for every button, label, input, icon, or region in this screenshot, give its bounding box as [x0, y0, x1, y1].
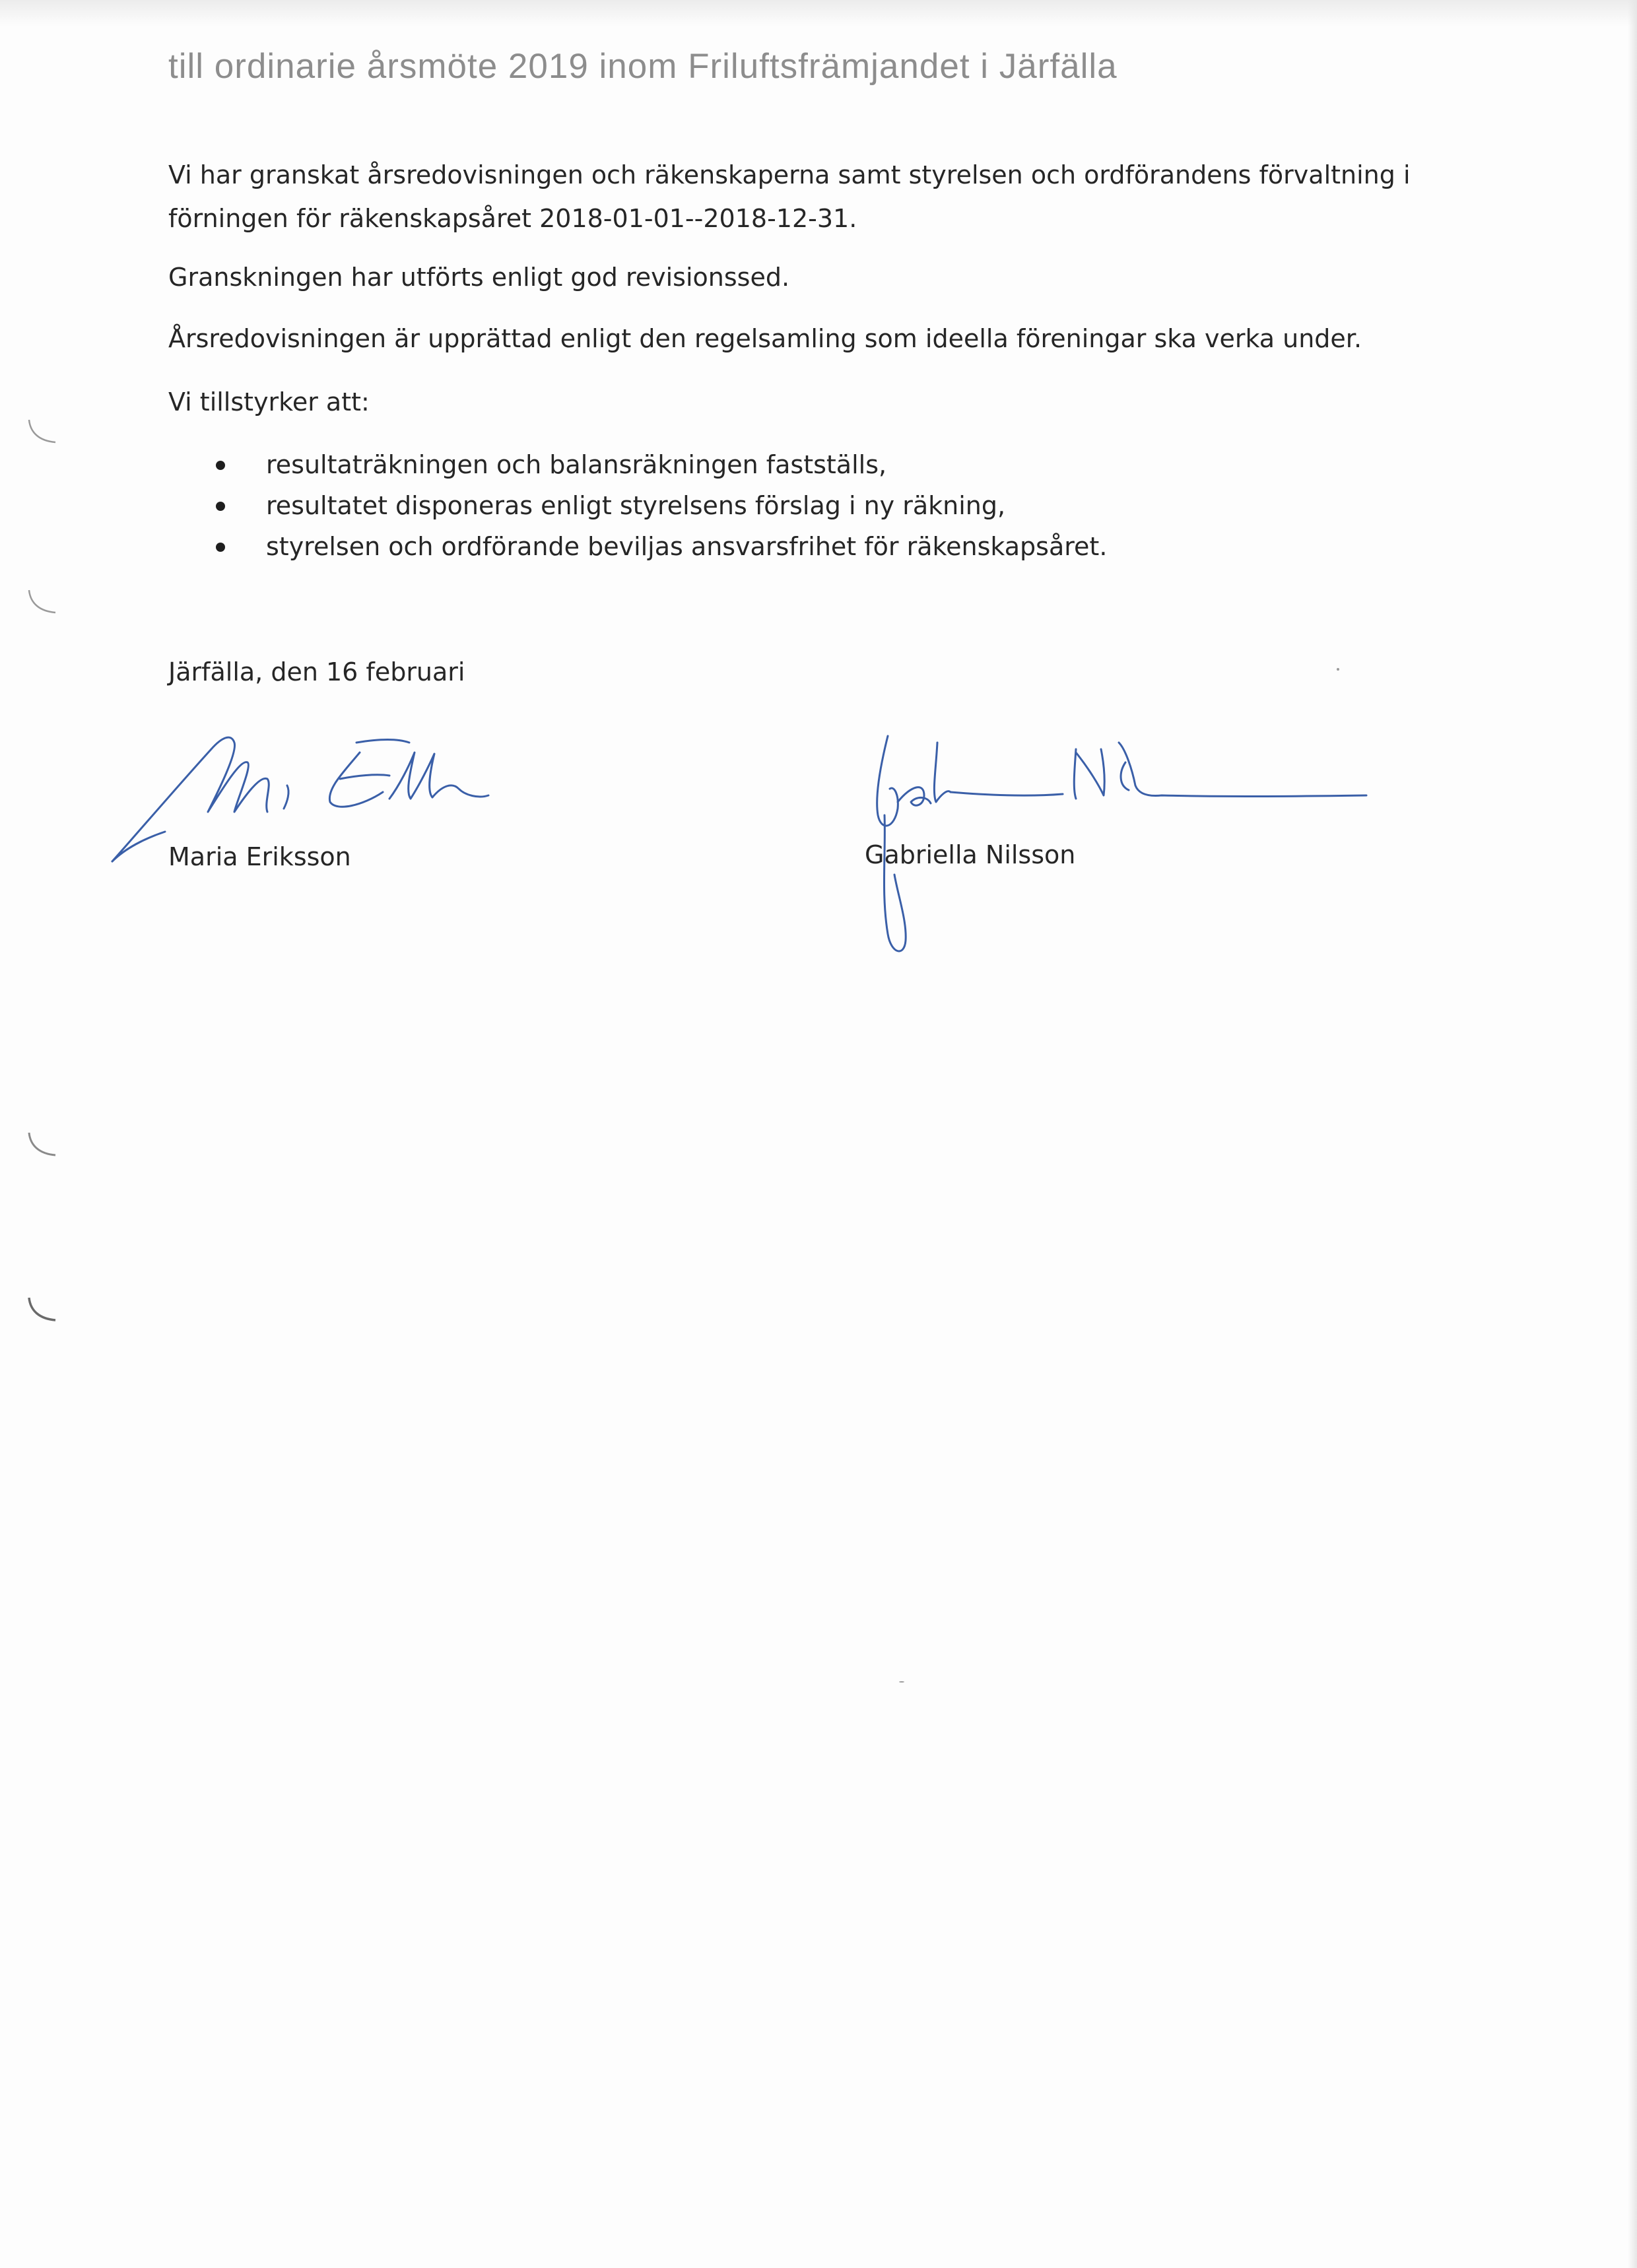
paragraph-audit-standard: Granskningen har utförts enligt god revisionssed.: [168, 263, 790, 292]
list-item-text: styrelsen och ordförande beviljas ansvarsfrihet för räkenskapsåret.: [266, 532, 1108, 561]
paragraph-review-scope-line-1: Vi har granskat årsredovisningen och räkenskaperna samt styrelsen och ordförandens förvaltning i: [168, 160, 1411, 189]
paragraph-review-scope: [168, 153, 1455, 240]
punch-hole-mark: [26, 417, 57, 448]
punch-hole-mark: [26, 1130, 57, 1160]
document-title: till ordinarie årsmöte 2019 inom Friluftsfrämjandet i Järfälla: [168, 47, 1118, 86]
bullet-icon: [216, 543, 225, 552]
list-item: [168, 526, 1107, 567]
place-and-date: Järfälla, den 16 februari: [168, 657, 465, 686]
bullet-icon: [216, 502, 225, 511]
punch-hole-mark: [26, 1295, 57, 1325]
list-item: [168, 485, 1107, 526]
list-item-text: resultaträkningen och balansräkningen fastställs,: [266, 450, 887, 479]
scan-speck: [899, 1681, 904, 1683]
paragraph-annual-report: Årsredovisningen är upprättad enligt den regelsamling som ideella föreningar ska verka under.: [168, 324, 1362, 353]
scan-shadow-top: [0, 0, 1637, 26]
paragraph-recommendation-intro: Vi tillstyrker att:: [168, 387, 370, 417]
signer-name: Gabriella Nilsson: [865, 840, 1076, 869]
recommendation-list: [168, 444, 1107, 567]
scan-shadow-right: [1628, 0, 1637, 2268]
list-item-text: resultatet disponeras enligt styrelsens förslag i ny räkning,: [266, 491, 1006, 520]
punch-hole-mark: [26, 587, 57, 618]
bullet-icon: [216, 461, 225, 470]
signer-name: Maria Eriksson: [168, 842, 351, 871]
list-item: [168, 444, 1107, 485]
paragraph-review-scope-line-2: förningen för räkenskapsåret 2018-01-01--2018-12-31.: [168, 204, 857, 233]
scan-speck: [1337, 668, 1339, 671]
